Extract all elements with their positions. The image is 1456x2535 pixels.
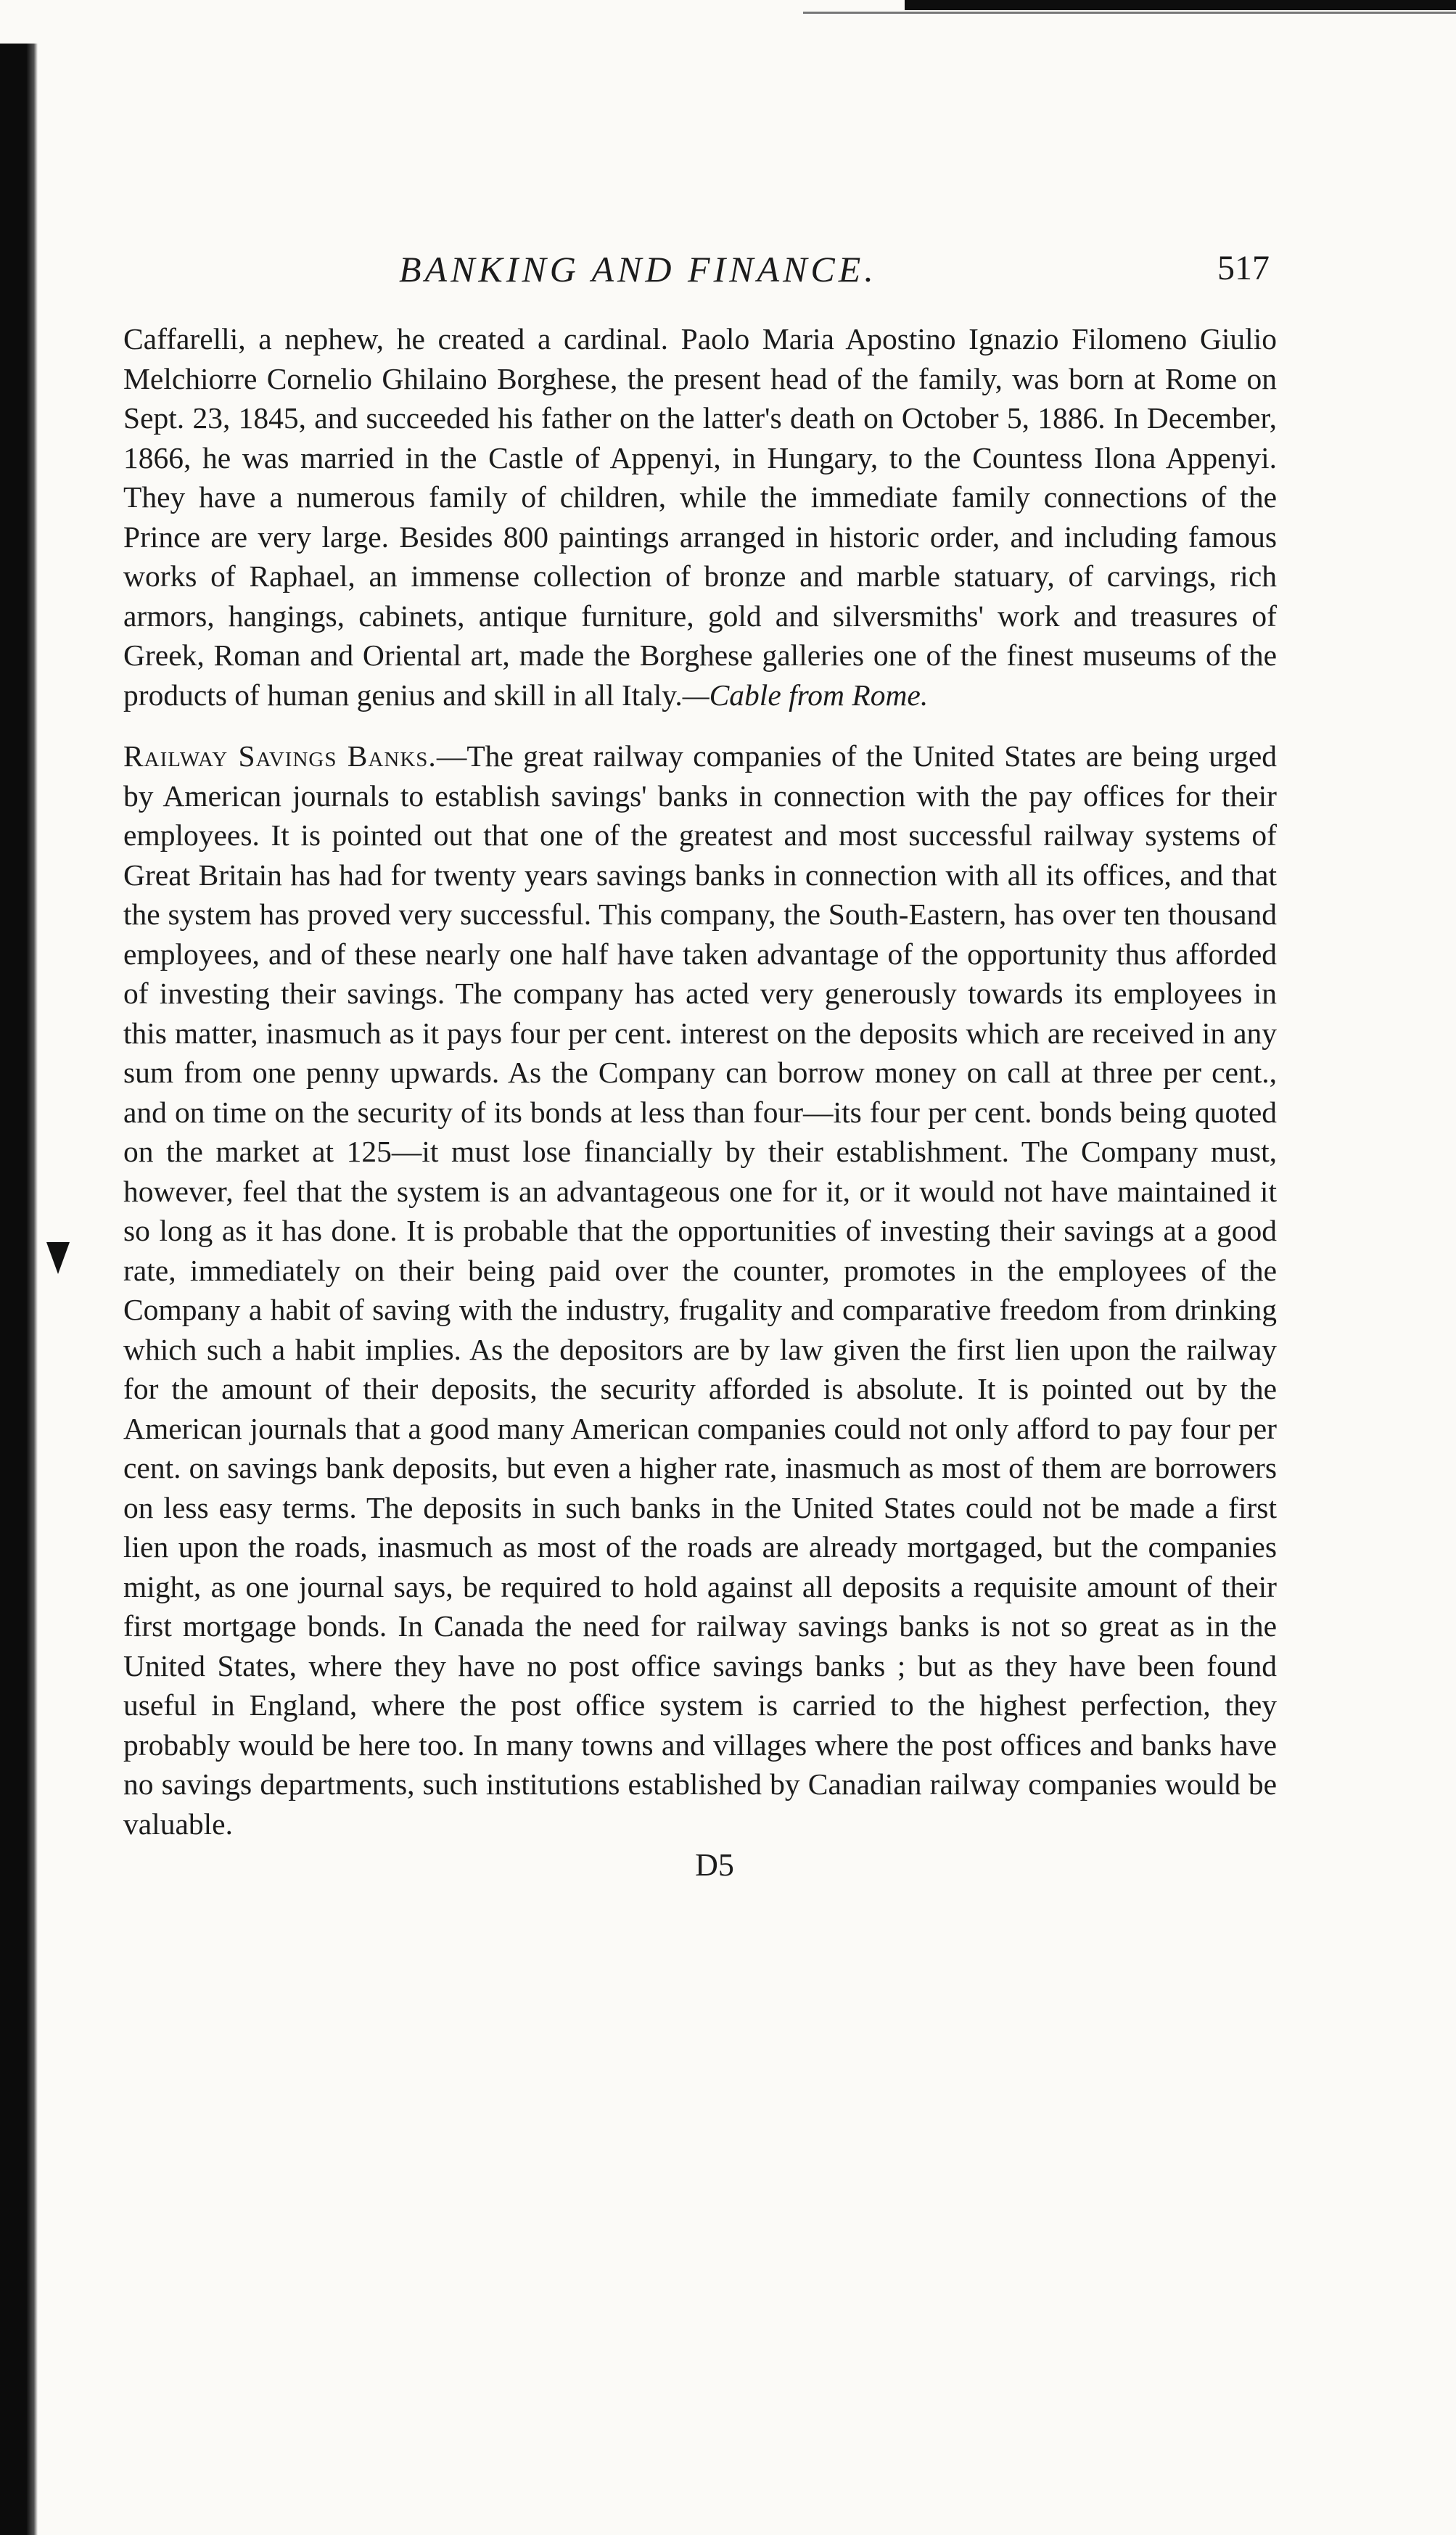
signature-mark: D5	[695, 1847, 734, 1883]
page-header	[123, 239, 1277, 319]
scan-edge-mark	[46, 1242, 70, 1274]
paragraph-railway-savings-banks	[123, 736, 1277, 1844]
page	[123, 239, 1277, 1883]
scan-top-rule	[905, 0, 1456, 10]
paragraph-railway-text: —The great railway companies of the United States are being urged by American journals to establish savings' banks in connection with the pay offices for their employees. It is pointed out that one of the greatest and most successful railway systems of Great Britain has had for twenty years savings banks in connection with all its offices, and that the system has proved very successful. This company, the South-Eastern, has over ten thousand employees, and of these nearly one half have taken advantage of the opportunity thus afforded of investing their savings. The company has acted very generously towards its employees in this matter, inasmuch as it pays four per cent. interest on the deposits which are received in any sum from one penny upwards. As the Company can borrow money on call at three per cent., and on time on the security of its bonds at less than four—its four per cent. bonds being quoted on the market at 125—it must lose financially by their establishment. The Company must, however, feel that the system is an advantageous one for it, or it would not have maintained it so long as it has done. It is probable that the opportunities of investing their savings at a good rate, immediately on their being paid over the counter, promotes in the employees of the Company a habit of saving with the industry, frugality and comparative freedom from drinking which such a habit implies. As the depositors are by law given the first lien upon the railway for the amount of their deposits, the security afforded is absolute. It is pointed out by the American journals that a good many American companies could not only afford to pay four per cent. on savings bank deposits, but even a higher rate, inasmuch as most of them are borrowers on less easy terms. The deposits in such banks in the United States could not be made a first lien upon the roads, inasmuch as most of the roads are already mortgaged, but the companies might, as one journal says, be required to hold against all deposits a requisite amount of their first mortgage bonds. In Canada the need for railway savings banks is not so great as in the United States, where they have no post office savings banks ; but as they have been found useful in England, where the post office system is carried to the highest perfection, they probably would be here too. In many towns and villages where the post offices and banks have no savings departments, such institutions established by Canadian railway companies would be valuable.	[123, 739, 1277, 1841]
scan-edge-bar	[0, 44, 38, 2535]
citation: —Cable from Rome.	[682, 678, 929, 712]
running-title: BANKING AND FINANCE.	[399, 249, 877, 289]
page-number: 517	[1217, 249, 1270, 287]
paragraph-borghese	[123, 319, 1277, 715]
section-lead: Railway Savings Banks.	[123, 739, 437, 773]
paragraph-borghese-text: Caffarelli, a nephew, he created a cardinal. Paolo Maria Apostino Ignazio Filomeno Giulio Melchiorre Cornelio Ghilaino Borghese, the present head of the family, was born at Rome on Sept. 23, 1845, and succeeded his father on the latter's death on October 5, 1886. In December, 1866, he was married in the Castle of Appenyi, in Hungary, to the Countess Ilona Appenyi. They have a numerous family of children, while the immediate family connections of the Prince are very large. Besides 800 paintings arranged in historic order, and including famous works of Raphael, an immense collection of bronze and marble statuary, of carvings, rich armors, hangings, cabinets, antique furniture, gold and silversmiths' work and treasures of Greek, Roman and Oriental art, made the Borghese galleries one of the finest museums of the products of human genius and skill in all Italy.	[123, 322, 1277, 712]
scan-top-rule-thin	[803, 12, 1456, 14]
